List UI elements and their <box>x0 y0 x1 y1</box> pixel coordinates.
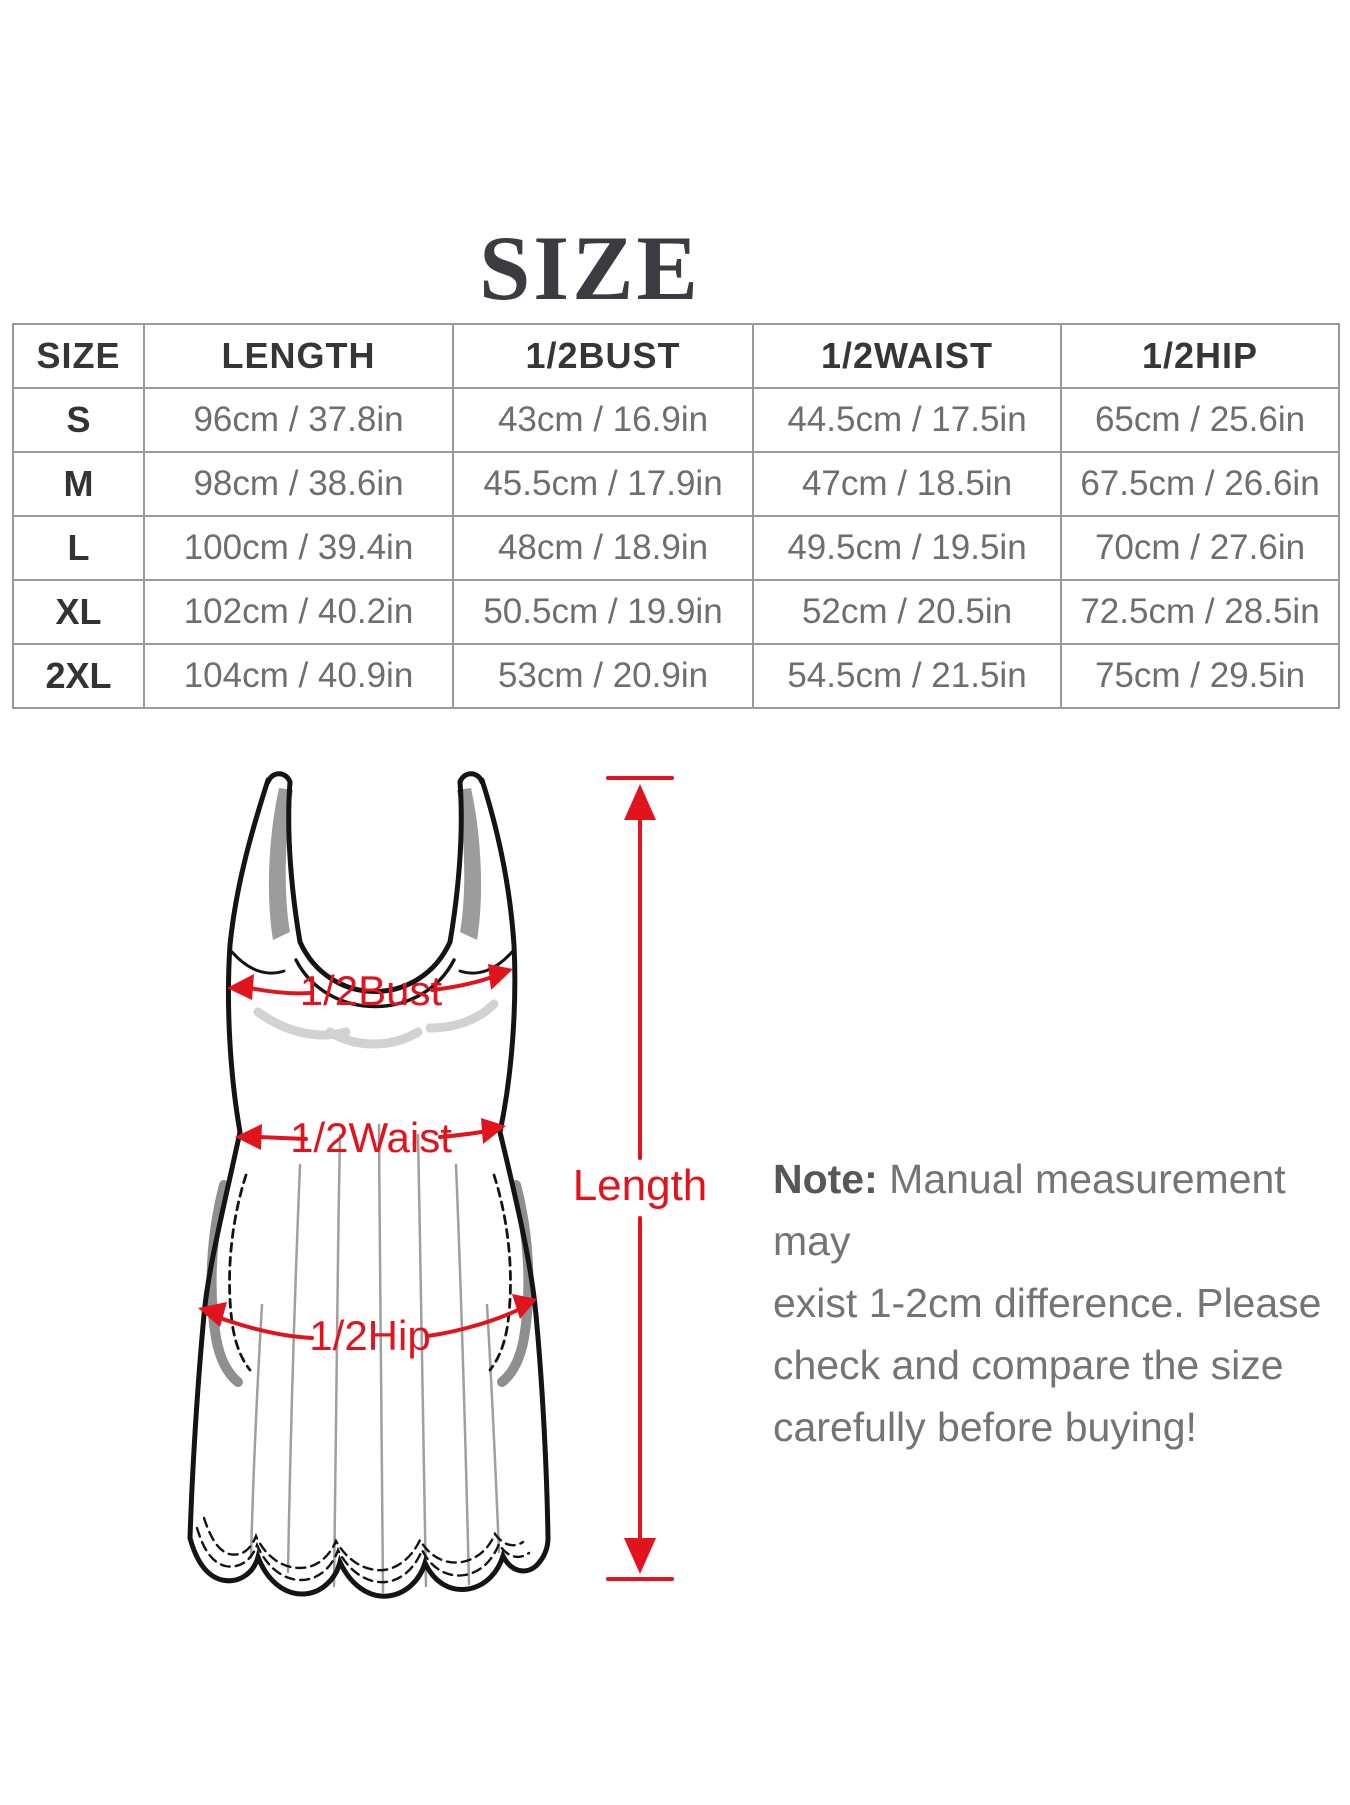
waist-value: 44.5cm / 17.5in <box>753 388 1061 452</box>
note-line-2: exist 1-2cm difference. Please <box>773 1280 1322 1326</box>
note-line-1-text: Manual measurement may <box>773 1156 1286 1264</box>
dress-outline <box>190 774 548 1596</box>
dress-right-side <box>482 780 548 1538</box>
neckline <box>289 782 462 992</box>
strap-left-cap <box>268 774 290 782</box>
hip-value: 65cm / 25.6in <box>1061 388 1339 452</box>
column-header-length: LENGTH <box>144 324 453 388</box>
size-value: 2XL <box>13 644 144 708</box>
hip-value: 67.5cm / 26.6in <box>1061 452 1339 516</box>
pocket-right-shading <box>502 1185 528 1382</box>
bust-value: 53cm / 20.9in <box>453 644 753 708</box>
bust-value: 48cm / 18.9in <box>453 516 753 580</box>
bust-label: 1/2Bust <box>299 967 443 1014</box>
page-title: SIZE <box>479 216 701 319</box>
hip-value: 75cm / 29.5in <box>1061 644 1339 708</box>
note-text <box>773 1148 1350 1458</box>
size-value: S <box>13 388 144 452</box>
waist-value: 54.5cm / 21.5in <box>753 644 1061 708</box>
hip-label: 1/2Hip <box>309 1312 431 1359</box>
size-value: XL <box>13 580 144 644</box>
bust-value: 50.5cm / 19.9in <box>453 580 753 644</box>
column-header-hip: 1/2HIP <box>1061 324 1339 388</box>
column-header-size: SIZE <box>13 324 144 388</box>
length-value: 100cm / 39.4in <box>144 516 453 580</box>
length-value: 102cm / 40.2in <box>144 580 453 644</box>
table-row-xl <box>13 580 1339 644</box>
bust-value: 43cm / 16.9in <box>453 388 753 452</box>
column-header-waist: 1/2WAIST <box>753 324 1061 388</box>
waist-value: 49.5cm / 19.5in <box>753 516 1061 580</box>
armhole-left <box>232 952 284 973</box>
pocket-right-dashes <box>490 1175 510 1370</box>
hip-value: 70cm / 27.6in <box>1061 516 1339 580</box>
length-value: 96cm / 37.8in <box>144 388 453 452</box>
waist-value: 52cm / 20.5in <box>753 580 1061 644</box>
length-value: 98cm / 38.6in <box>144 452 453 516</box>
pocket-left-shading <box>212 1185 238 1382</box>
waist-label: 1/2Waist <box>290 1114 452 1161</box>
bust-value: 45.5cm / 17.9in <box>453 452 753 516</box>
table-row-m <box>13 452 1339 516</box>
note-line-3: check and compare the size <box>773 1342 1284 1388</box>
waist-value: 47cm / 18.5in <box>753 452 1061 516</box>
size-value: M <box>13 452 144 516</box>
note-line-1 <box>773 1148 1350 1272</box>
bust-shading-center <box>330 1032 418 1044</box>
table-row-l <box>13 516 1339 580</box>
hip-value: 72.5cm / 28.5in <box>1061 580 1339 644</box>
strap-right-cap <box>460 774 482 782</box>
size-value: L <box>13 516 144 580</box>
pocket-left-dashes <box>230 1175 250 1370</box>
table-header-row <box>13 324 1339 388</box>
length-label: Length <box>572 1161 708 1210</box>
hem-outline <box>190 1538 548 1596</box>
column-header-bust: 1/2BUST <box>453 324 753 388</box>
table-row-s <box>13 388 1339 452</box>
note-line-4: carefully before buying! <box>773 1404 1197 1450</box>
note-prefix: Note: <box>773 1156 878 1202</box>
size-table <box>12 323 1340 709</box>
length-value: 104cm / 40.9in <box>144 644 453 708</box>
